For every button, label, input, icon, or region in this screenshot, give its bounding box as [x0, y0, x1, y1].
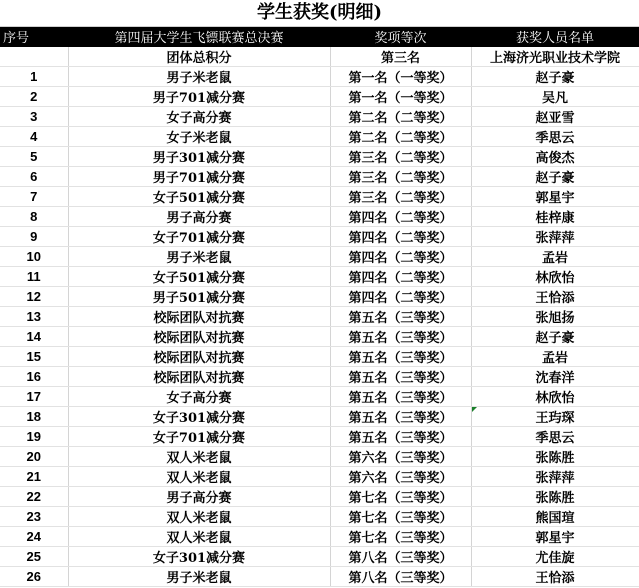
index-cell[interactable]: 3	[0, 107, 68, 127]
rank-cell[interactable]: 第五名（三等奖）	[330, 407, 471, 427]
index-cell[interactable]: 26	[0, 567, 68, 587]
rank-cell[interactable]: 第四名（二等奖）	[330, 267, 471, 287]
table-row	[0, 487, 639, 507]
index-cell[interactable]: 13	[0, 307, 68, 327]
table-row	[0, 227, 639, 247]
index-cell[interactable]: 11	[0, 267, 68, 287]
name-cell[interactable]: 沈春洋	[471, 367, 639, 387]
name-cell[interactable]: 吴凡	[471, 87, 639, 107]
rank-cell[interactable]: 第一名（一等奖）	[330, 87, 471, 107]
event-cell[interactable]: 双人米老鼠	[68, 467, 330, 487]
name-cell[interactable]: 张萍萍	[471, 227, 639, 247]
name-cell[interactable]: 张萍萍	[471, 467, 639, 487]
name-cell[interactable]: 郭星宇	[471, 527, 639, 547]
table-row	[0, 247, 639, 267]
event-cell[interactable]: 校际团队对抗赛	[68, 367, 330, 387]
index-cell[interactable]: 15	[0, 347, 68, 367]
team-school-cell[interactable]: 上海济光职业技术学院	[471, 47, 639, 67]
event-cell[interactable]: 女子501减分赛	[68, 267, 330, 287]
table-row	[0, 347, 639, 367]
index-cell[interactable]: 2	[0, 87, 68, 107]
index-cell[interactable]: 6	[0, 167, 68, 187]
index-cell[interactable]: 24	[0, 527, 68, 547]
rank-cell[interactable]: 第四名（二等奖）	[330, 207, 471, 227]
rank-cell[interactable]: 第二名（二等奖）	[330, 107, 471, 127]
name-cell[interactable]: 王恰添	[471, 287, 639, 307]
event-cell[interactable]: 男子301减分赛	[68, 147, 330, 167]
team-event-cell[interactable]: 团体总积分	[68, 47, 330, 67]
name-cell[interactable]: 熊国瑄	[471, 507, 639, 527]
index-cell[interactable]: 17	[0, 387, 68, 407]
table-row	[0, 447, 639, 467]
name-cell[interactable]	[471, 407, 639, 427]
table-row	[0, 87, 639, 107]
table-row	[0, 267, 639, 287]
table-row	[0, 367, 639, 387]
table-row	[0, 387, 639, 407]
event-cell[interactable]: 女子701减分赛	[68, 427, 330, 447]
index-cell[interactable]: 12	[0, 287, 68, 307]
header-row	[0, 27, 639, 47]
sheet-title[interactable]: 学生获奖(明细)	[0, 0, 639, 27]
header-cell-rank[interactable]: 奖项等次	[330, 27, 471, 47]
rank-cell[interactable]: 第五名（三等奖）	[330, 347, 471, 367]
index-cell[interactable]: 18	[0, 407, 68, 427]
event-cell[interactable]: 双人米老鼠	[68, 447, 330, 467]
event-cell[interactable]: 男子501减分赛	[68, 287, 330, 307]
name-cell[interactable]: 林欣怡	[471, 387, 639, 407]
index-cell[interactable]: 20	[0, 447, 68, 467]
table-row	[0, 187, 639, 207]
event-cell[interactable]: 男子米老鼠	[68, 247, 330, 267]
name-cell[interactable]: 林欣怡	[471, 267, 639, 287]
rank-cell[interactable]: 第六名（三等奖）	[330, 447, 471, 467]
header-cell-index[interactable]: 序号	[0, 27, 68, 47]
rank-cell[interactable]: 第三名（二等奖）	[330, 167, 471, 187]
rank-cell[interactable]: 第一名（一等奖）	[330, 67, 471, 87]
table-row	[0, 67, 639, 87]
rank-cell[interactable]: 第四名（二等奖）	[330, 227, 471, 247]
rank-cell[interactable]: 第三名（二等奖）	[330, 147, 471, 167]
event-cell[interactable]: 男子高分赛	[68, 207, 330, 227]
name-cell[interactable]: 郭星宇	[471, 187, 639, 207]
rank-cell[interactable]: 第五名（三等奖）	[330, 307, 471, 327]
team-total-row	[0, 47, 639, 67]
team-rank-cell[interactable]: 第三名	[330, 47, 471, 67]
cell-comment-marker-icon	[472, 407, 477, 412]
name-cell[interactable]: 王恰添	[471, 567, 639, 587]
table-row	[0, 167, 639, 187]
event-cell[interactable]: 双人米老鼠	[68, 507, 330, 527]
rank-cell[interactable]: 第七名（三等奖）	[330, 507, 471, 527]
index-cell[interactable]: 1	[0, 67, 68, 87]
index-cell[interactable]: 19	[0, 427, 68, 447]
name-cell[interactable]: 张陈胜	[471, 487, 639, 507]
table-row	[0, 327, 639, 347]
event-cell[interactable]: 男子高分赛	[68, 487, 330, 507]
table-row	[0, 107, 639, 127]
index-cell[interactable]: 16	[0, 367, 68, 387]
rank-cell[interactable]: 第八名（三等奖）	[330, 547, 471, 567]
event-cell[interactable]: 男子701减分赛	[68, 87, 330, 107]
index-cell[interactable]: 14	[0, 327, 68, 347]
name-cell[interactable]: 季思云	[471, 427, 639, 447]
index-cell[interactable]: 4	[0, 127, 68, 147]
name-cell[interactable]: 孟岩	[471, 247, 639, 267]
index-cell[interactable]: 25	[0, 547, 68, 567]
index-cell[interactable]: 5	[0, 147, 68, 167]
event-cell[interactable]: 校际团队对抗赛	[68, 347, 330, 367]
event-cell[interactable]: 女子米老鼠	[68, 127, 330, 147]
rank-cell[interactable]: 第八名（三等奖）	[330, 567, 471, 587]
index-cell[interactable]: 22	[0, 487, 68, 507]
table-row	[0, 207, 639, 227]
name-text: 王玙琛	[535, 411, 575, 426]
index-cell[interactable]: 7	[0, 187, 68, 207]
rank-cell[interactable]: 第七名（三等奖）	[330, 527, 471, 547]
header-cell-event[interactable]: 第四届大学生飞镖联赛总决赛	[68, 27, 330, 47]
team-index-cell[interactable]	[0, 47, 68, 67]
event-cell[interactable]: 女子301减分赛	[68, 547, 330, 567]
header-cell-name[interactable]: 获奖人员名单	[471, 27, 639, 47]
event-cell[interactable]: 女子301减分赛	[68, 407, 330, 427]
name-cell[interactable]: 赵亚雪	[471, 107, 639, 127]
table-row	[0, 427, 639, 447]
index-cell[interactable]: 21	[0, 467, 68, 487]
name-cell[interactable]: 季思云	[471, 127, 639, 147]
rank-cell[interactable]: 第七名（三等奖）	[330, 487, 471, 507]
table-row	[0, 127, 639, 147]
name-cell[interactable]: 孟岩	[471, 347, 639, 367]
name-cell[interactable]: 赵子豪	[471, 327, 639, 347]
event-cell[interactable]: 男子米老鼠	[68, 567, 330, 587]
event-cell[interactable]: 校际团队对抗赛	[68, 327, 330, 347]
index-cell[interactable]: 23	[0, 507, 68, 527]
rank-cell[interactable]: 第二名（二等奖）	[330, 127, 471, 147]
rank-cell[interactable]: 第六名（三等奖）	[330, 467, 471, 487]
table-row	[0, 467, 639, 487]
name-cell[interactable]: 高俊杰	[471, 147, 639, 167]
index-cell[interactable]: 10	[0, 247, 68, 267]
rank-cell[interactable]: 第三名（二等奖）	[330, 187, 471, 207]
name-cell[interactable]: 张陈胜	[471, 447, 639, 467]
event-cell[interactable]: 女子高分赛	[68, 107, 330, 127]
table-row	[0, 507, 639, 527]
name-cell[interactable]: 桂梓康	[471, 207, 639, 227]
table-row	[0, 287, 639, 307]
name-cell[interactable]: 赵子豪	[471, 67, 639, 87]
table-row	[0, 307, 639, 327]
event-cell[interactable]: 女子701减分赛	[68, 227, 330, 247]
event-cell[interactable]: 女子501减分赛	[68, 187, 330, 207]
name-cell[interactable]: 张旭扬	[471, 307, 639, 327]
table-row	[0, 547, 639, 567]
awards-table	[0, 27, 639, 587]
rank-cell[interactable]: 第五名（三等奖）	[330, 367, 471, 387]
rank-cell[interactable]: 第五名（三等奖）	[330, 327, 471, 347]
event-cell[interactable]: 男子701减分赛	[68, 167, 330, 187]
rank-cell[interactable]: 第五名（三等奖）	[330, 427, 471, 447]
event-cell[interactable]: 双人米老鼠	[68, 527, 330, 547]
name-cell[interactable]: 赵子豪	[471, 167, 639, 187]
index-cell[interactable]: 8	[0, 207, 68, 227]
index-cell[interactable]: 9	[0, 227, 68, 247]
rank-cell[interactable]: 第四名（二等奖）	[330, 287, 471, 307]
table-row	[0, 407, 639, 427]
event-cell[interactable]: 女子高分赛	[68, 387, 330, 407]
name-cell[interactable]: 尤佳旋	[471, 547, 639, 567]
table-row	[0, 527, 639, 547]
event-cell[interactable]: 校际团队对抗赛	[68, 307, 330, 327]
rank-cell[interactable]: 第五名（三等奖）	[330, 387, 471, 407]
table-row	[0, 567, 639, 587]
table-row	[0, 147, 639, 167]
event-cell[interactable]: 男子米老鼠	[68, 67, 330, 87]
rank-cell[interactable]: 第四名（二等奖）	[330, 247, 471, 267]
